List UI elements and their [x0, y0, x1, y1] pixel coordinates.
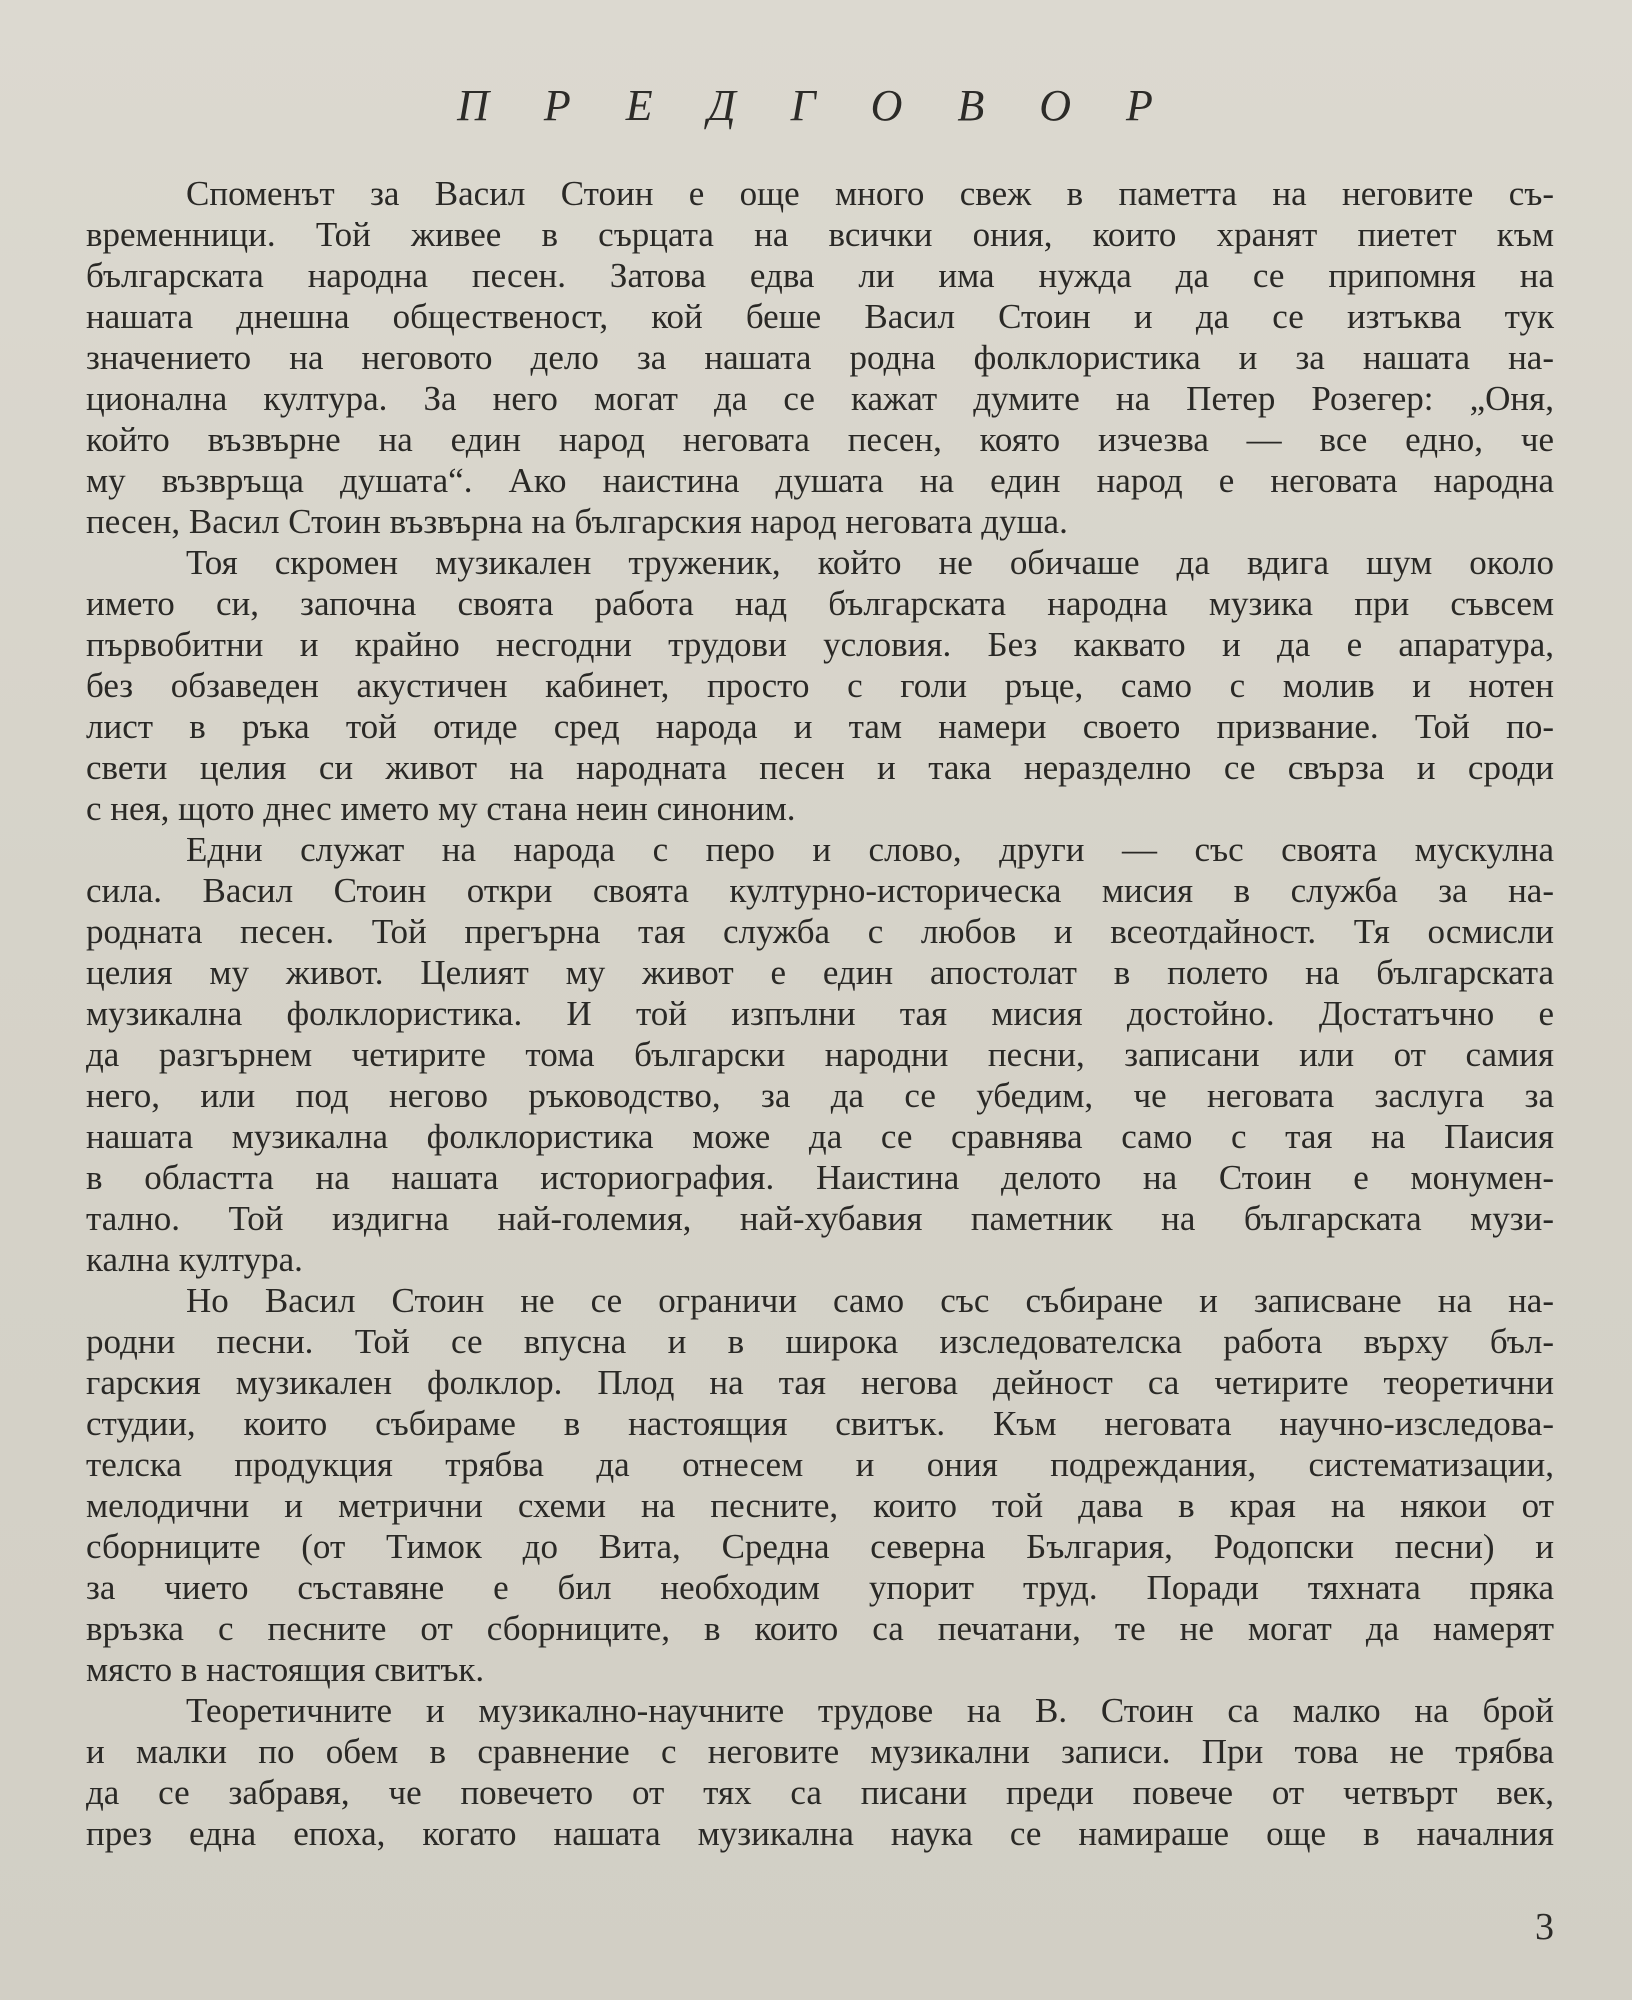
- text-line: връзка с песните от сборниците, в които са печатани, те не могат да намерят: [86, 1609, 1554, 1648]
- text-line: мелодични и метрични схеми на песните, които той дава в края на някои от: [86, 1486, 1554, 1525]
- text-line: Едни служат на народа с перо и слово, други — със своята мускулна: [186, 830, 1554, 869]
- text-line: родни песни. Той се впусна и в широка изследователска работа върху бъл-: [86, 1322, 1554, 1361]
- text-line: песен, Васил Стоин възвърна на българския народ неговата душа.: [86, 502, 1068, 541]
- text-line: родната песен. Той прегърна тая служба с любов и всеотдайност. Тя осмисли: [86, 912, 1554, 951]
- text-line: целия му живот. Целият му живот е един апостолат в полето на българската: [86, 953, 1554, 992]
- text-line: телска продукция трябва да отнесем и ония подреждания, систематизации,: [86, 1445, 1554, 1484]
- text-line: и малки по обем в сравнение с неговите музикални записи. При това не трябва: [86, 1732, 1554, 1771]
- page-number: 3: [1535, 1906, 1554, 1948]
- text-line: името си, започна своята работа над българската народна музика при съвсем: [86, 584, 1554, 623]
- text-line: през една епоха, когато нашата музикална наука се намираше още в началния: [86, 1814, 1554, 1853]
- text-line: значението на неговото дело за нашата родна фолклористика и за нашата на-: [86, 338, 1554, 377]
- text-line: него, или под негово ръководство, за да се убедим, че неговата заслуга за: [86, 1076, 1554, 1115]
- text-line: сборниците (от Тимок до Вита, Средна северна България, Родопски песни) и: [86, 1527, 1554, 1566]
- text-line: с нея, щото днес името му стана неин синоним.: [86, 789, 796, 828]
- text-line: без обзаведен акустичен кабинет, просто с голи ръце, само с молив и нотен: [86, 666, 1554, 705]
- text-line: българската народна песен. Затова едва ли има нужда да се припомня на: [86, 256, 1554, 295]
- text-line: за чието съставяне е бил необходим упорит труд. Поради тяхната пряка: [86, 1568, 1554, 1607]
- text-line: музикална фолклористика. И той изпълни тая мисия достойно. Достатъчно е: [86, 994, 1554, 1033]
- text-line: Споменът за Васил Стоин е още много свеж в паметта на неговите съ-: [186, 174, 1554, 213]
- text-line: нашата музикална фолклористика може да се сравнява само с тая на Паисия: [86, 1117, 1554, 1156]
- text-line: Теоретичните и музикално-научните трудове на В. Стоин са малко на брой: [186, 1691, 1554, 1730]
- text-line: тално. Той издигна най-големия, най-хубавия паметник на българската музи-: [86, 1199, 1554, 1238]
- text-line: временници. Той живее в сърцата на всички ония, които хранят пиетет към: [86, 215, 1554, 254]
- text-line: свети целия си живот на народната песен и така неразделно се свърза и сроди: [86, 748, 1554, 787]
- text-line: студии, които събираме в настоящия свитък. Към неговата научно-изследова-: [86, 1404, 1554, 1443]
- text-line: ционална култура. За него могат да се кажат думите на Петер Розегер: „Оня,: [86, 379, 1554, 418]
- text-line: който възвърне на един народ неговата песен, която изчезва — все едно, че: [86, 420, 1554, 459]
- text-line: кална култура.: [86, 1240, 303, 1279]
- text-line: му възвръща душата“. Ако наистина душата на един народ е неговата народна: [86, 461, 1554, 500]
- body-text: [86, 173, 1554, 1854]
- text-line: гарския музикален фолклор. Плод на тая негова дейност са четирите теоретични: [86, 1363, 1554, 1402]
- text-line: да се забравя, че повечето от тях са писани преди повече от четвърт век,: [86, 1773, 1554, 1812]
- text-line: Но Васил Стоин не се ограничи само със събиране и записване на на-: [186, 1281, 1554, 1320]
- text-line: лист в ръка той отиде сред народа и там намери своето призвание. Той по-: [86, 707, 1554, 746]
- text-line: Тоя скромен музикален труженик, който не обичаше да вдига шум около: [186, 543, 1554, 582]
- text-line: да разгърнем четирите тома български народни песни, записани или от самия: [86, 1035, 1554, 1074]
- text-line: първобитни и крайно несгодни трудови условия. Без каквато и да е апаратура,: [86, 625, 1554, 664]
- text-line: сила. Васил Стоин откри своята културно-историческа мисия в служба за на-: [86, 871, 1554, 910]
- text-line: място в настоящия свитък.: [86, 1650, 485, 1689]
- page-title: П Р Е Д Г О В О Р: [457, 81, 1175, 130]
- text-line: нашата днешна общественост, кой беше Васил Стоин и да се изтъква тук: [86, 297, 1554, 336]
- text-line: в областта на нашата историография. Наистина делото на Стоин е монумен-: [86, 1158, 1554, 1197]
